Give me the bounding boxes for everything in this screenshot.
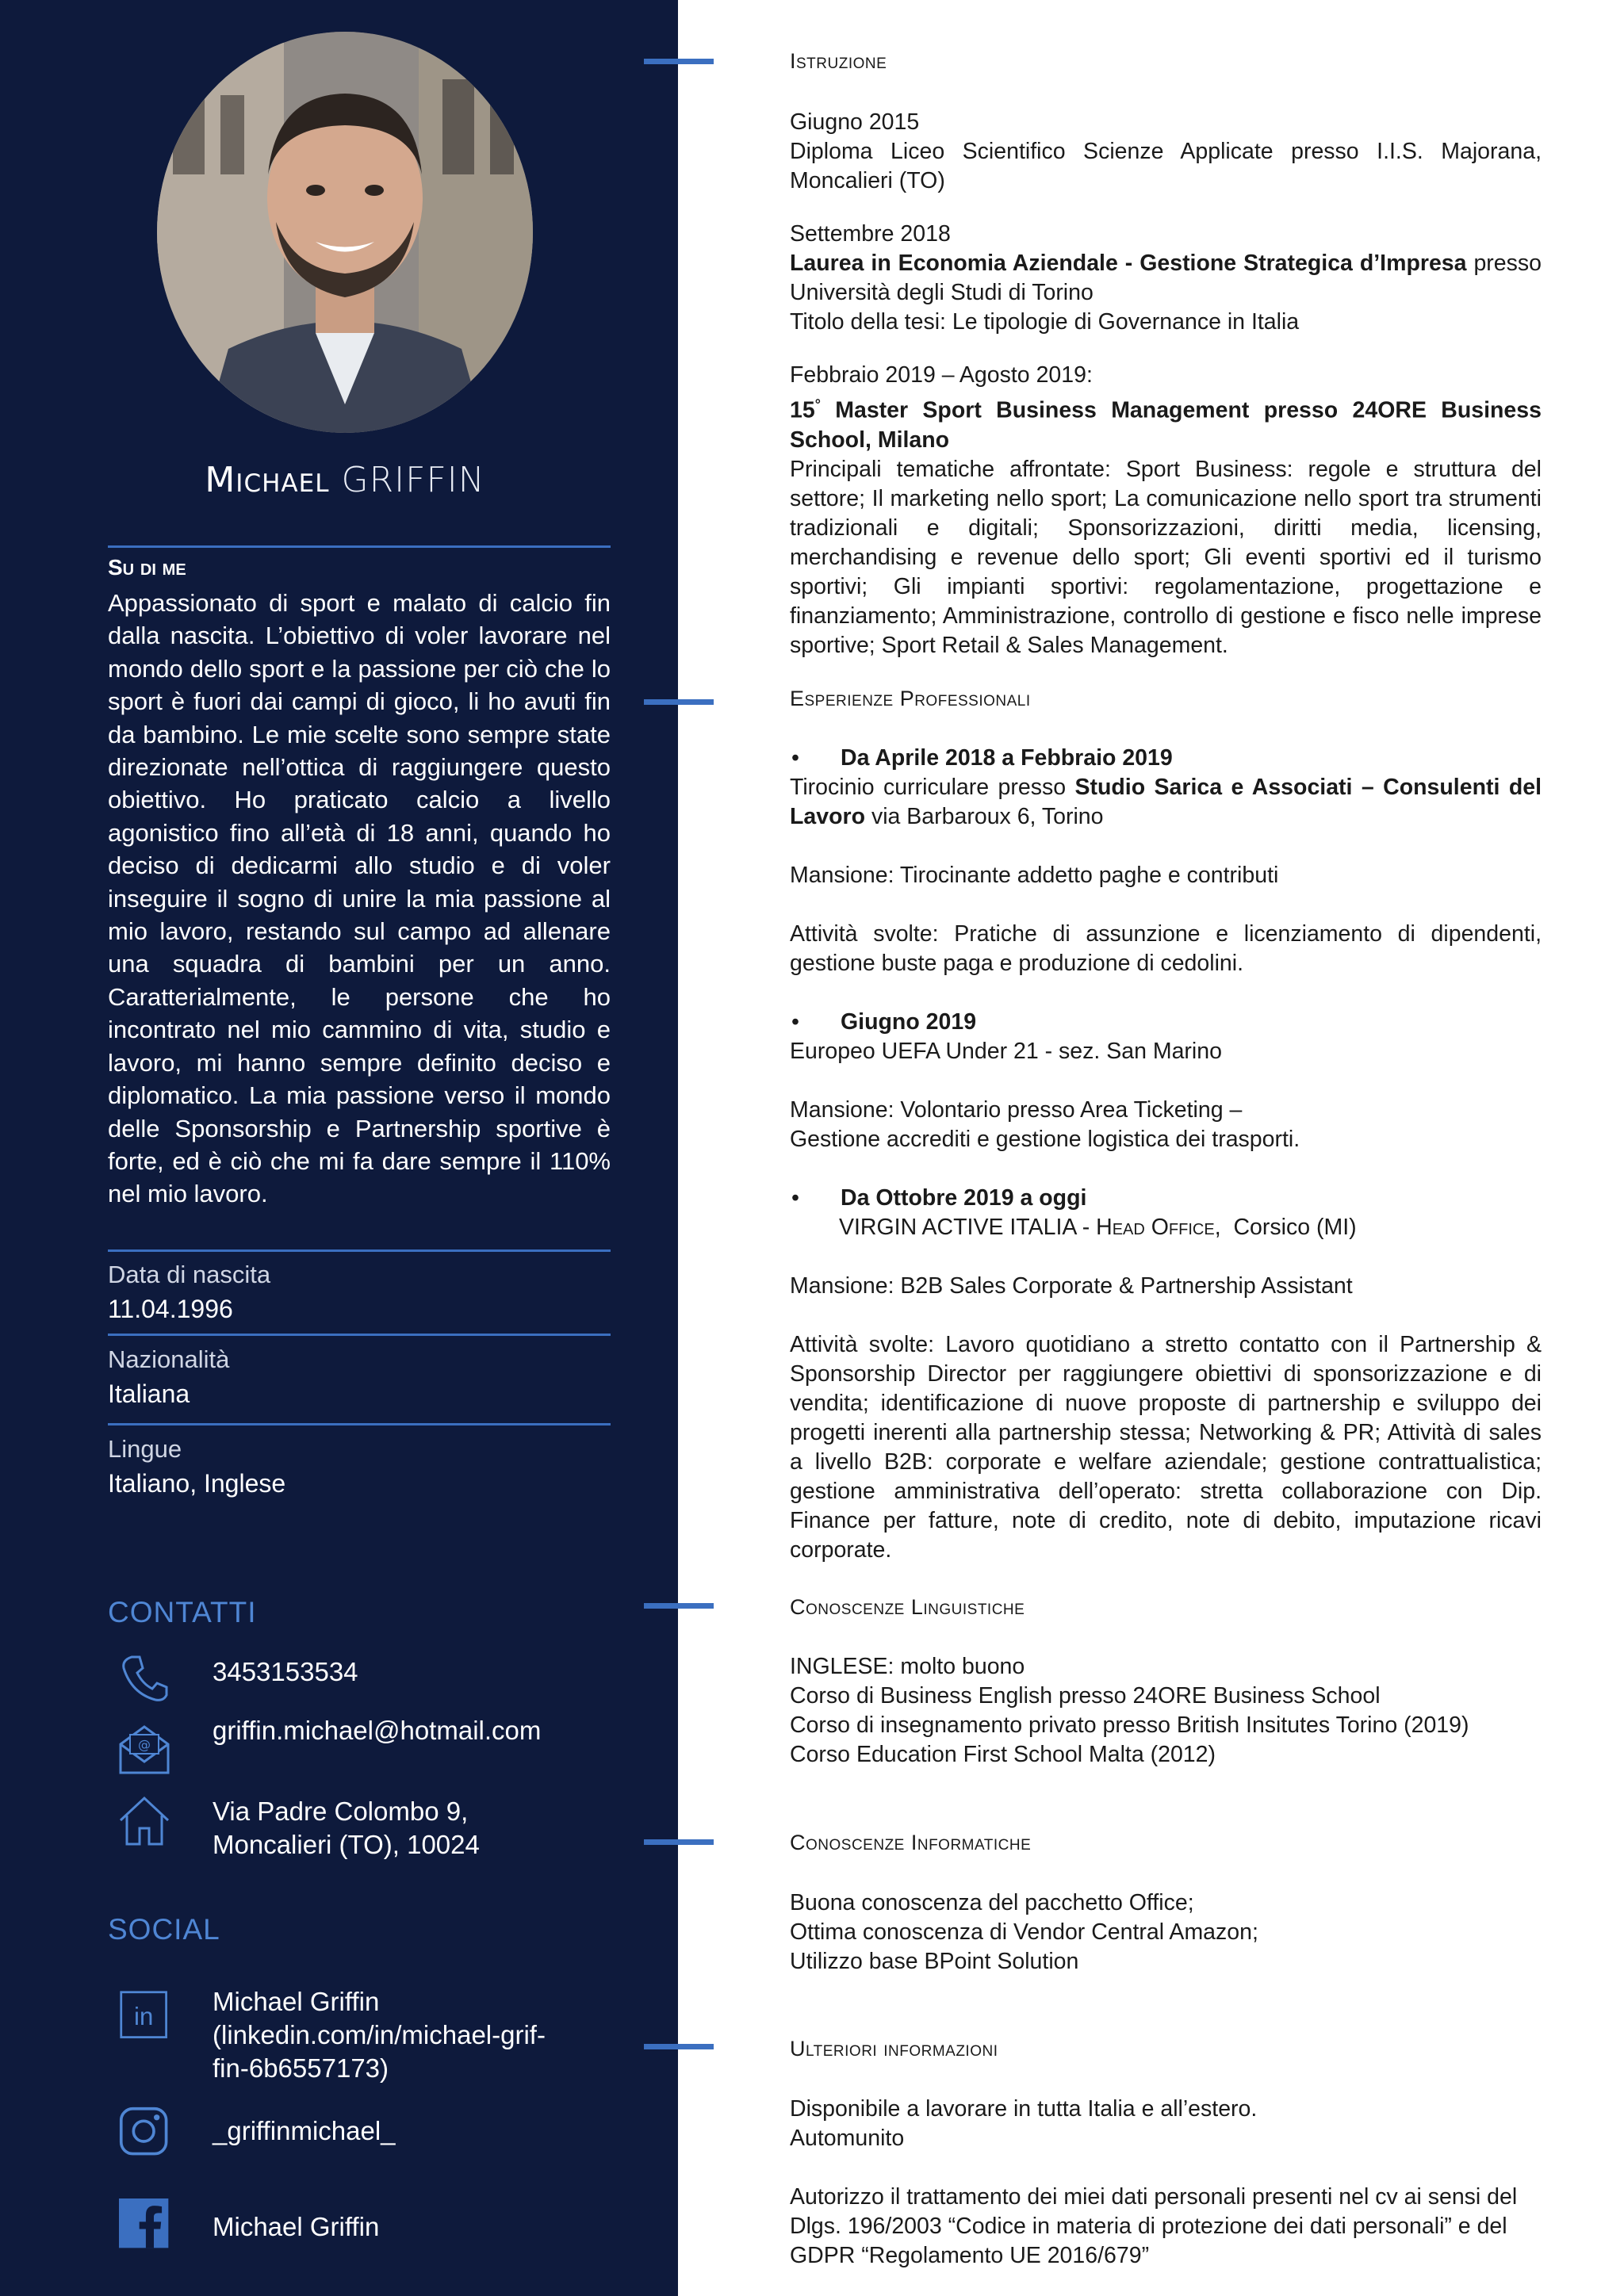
exp-3-company	[790, 1213, 1542, 1242]
bullet: •	[791, 1009, 799, 1035]
linkedin-text[interactable]	[213, 1985, 546, 2085]
edu-2-degree: Laurea in Economia Aziendale - Gestione Strategica d’Impresa	[790, 251, 1467, 276]
exp-3-role: Mansione: B2B Sales Corporate & Partnership Assistant	[790, 1273, 1353, 1299]
home-icon	[116, 1792, 173, 1849]
first-name: Michael	[205, 460, 330, 500]
edu-2-date: Settembre 2018	[790, 221, 951, 247]
exp-1-heading	[790, 744, 1542, 773]
divider	[108, 1249, 611, 1252]
divider	[108, 545, 611, 548]
lang-2: Corso di Business English presso 24ORE Business School	[790, 1683, 1381, 1709]
skill-2: Ottima conoscenza di Vendor Central Amazon;	[790, 1919, 1258, 1945]
exp-1-period: Da Aprile 2018 a Febbraio 2019	[841, 745, 1173, 771]
edu-1-date: Giugno 2015	[790, 109, 920, 135]
edu-1-text: Diploma Liceo Scientifico Scienze Applicate presso I.I.S. Majorana, Moncalieri (TO)	[790, 139, 1542, 193]
section-marker	[644, 1839, 714, 1845]
profile-photo	[157, 32, 533, 433]
sidebar	[0, 0, 678, 2296]
facebook-icon[interactable]	[119, 2198, 176, 2256]
nationality-label: Nazionalità	[108, 1345, 230, 1373]
edu-3-title	[790, 390, 1542, 455]
languages-list	[790, 1652, 1542, 1770]
edu-3-master: Master Sport Business Management presso 24ORE Business School, Milano	[790, 397, 1542, 453]
contacts-title: CONTATTI	[108, 1596, 257, 1628]
skill-3: Utilizzo base BPoint Solution	[790, 1949, 1079, 1974]
phone-icon	[116, 1649, 173, 1706]
section-marker	[644, 59, 714, 64]
divider	[108, 1423, 611, 1425]
it-skills-list	[790, 1888, 1542, 1976]
languages-value: Italiano, Inglese	[108, 1469, 286, 1498]
last-name: GRIFFIN	[341, 460, 485, 500]
linkedin-url-2: fin-6b6557173)	[213, 2053, 389, 2083]
edu-3-text: Principali tematiche affrontate: Sport Business: regole e struttura del settore; Il marketing nello sport; La comunicazione nello sport tra strumenti tradizionali e digitali; Sponsorizzazioni, diritti media, licensing, merchandising e revenue dello sport; Gli eventi sportivi ed il turismo sportivi; Gli impianti sportivi: regolamentazione, progettazione e finanziamento; Amministrazione, controllo di gestione e fisco nelle imprese sportive; Sport Retail & Sales Management.	[790, 456, 1542, 658]
social-title: SOCIAL	[108, 1913, 220, 1946]
linkedin-icon[interactable]	[119, 1990, 176, 2047]
other-1: Disponibile a lavorare in tutta Italia e all’estero.	[790, 2096, 1258, 2122]
email-icon	[116, 1720, 173, 1777]
section-marker	[644, 1603, 714, 1609]
edu-3-deg: °	[814, 396, 821, 412]
exp-1-pre: Tirocinio curriculare presso	[790, 775, 1075, 800]
person-name	[0, 460, 690, 500]
section-marker	[644, 2044, 714, 2049]
experience-list	[790, 744, 1542, 1565]
edu-3-num: 15	[790, 397, 815, 423]
svg-text:@: @	[138, 1737, 151, 1752]
lang-3: Corso di insegnamento privato presso British Insitutes Torino (2019)	[790, 1712, 1469, 1738]
privacy-consent: Autorizzo il trattamento dei miei dati personali presenti nel cv ai sensi del Dlgs. 196/2003 “Codice in materia di protezione dei dati personali” e del GDPR “Regolamento UE 2016/679”	[790, 2184, 1518, 2268]
instagram-handle[interactable]: _griffinmichael_	[213, 2116, 396, 2145]
lang-1: INGLESE: molto buono	[790, 1654, 1025, 1679]
exp-3-office: Head Office,	[1096, 1215, 1221, 1240]
exp-1-address: via Barbaroux 6, Torino	[865, 804, 1104, 829]
exp-2-period: Giugno 2019	[841, 1009, 977, 1035]
bullet: •	[791, 1185, 799, 1211]
other-title: Ulteriori informazioni	[790, 2037, 998, 2061]
svg-text:in: in	[134, 2003, 154, 2030]
about-text: Appassionato di sport e malato di calcio fin dalla nascita. L’obiettivo di voler lavorare nel mondo dello sport e la passione per ciò che lo sport è fuori dai campi di gioco, li ho avuti fin da bambino. Le mie scelte sono sempre state direzionate nell’ottica di raggiungere questo obiettivo. Ho praticato calcio a livello agonistico fino all’età di 18 anni, quando ho deciso di dedicarmi allo studio e di voler inseguire il sogno di unire la mia passione al mio lavoro, restando sul campo ad allenare una squadra di bambini per un anno. Caratterialmente, le persone che ho incontrato nel mio cammino di vita, studio e lavoro, mi hanno sempre definito deciso e diplomatico. La mia passione verso il mondo delle Sponsorship e Partnership sportive è forte, ed è ciò che mi fa dare sempre il 110% nel mio lavoro.	[108, 589, 611, 1208]
instagram-icon[interactable]	[119, 2107, 176, 2164]
address	[213, 1795, 480, 1862]
edu-2-thesis: Titolo della tesi: Le tipologie di Governance in Italia	[790, 309, 1300, 335]
skill-1: Buona conoscenza del pacchetto Office;	[790, 1890, 1194, 1915]
nationality-value: Italiana	[108, 1380, 190, 1408]
education-title: Istruzione	[790, 49, 887, 73]
address-line1: Via Padre Colombo 9,	[213, 1797, 469, 1826]
bullet: •	[791, 745, 799, 771]
phone-number[interactable]: 3453153534	[213, 1657, 358, 1686]
exp-2-role-2: Gestione accrediti e gestione logistica dei trasporti.	[790, 1127, 1300, 1152]
exp-1-text	[790, 773, 1542, 832]
it-skills-title: Conoscenze Informatiche	[790, 1831, 1032, 1854]
exp-1-company: Studio Sarica e Associati – Consulenti del Lavoro	[790, 775, 1542, 829]
education-list	[790, 108, 1542, 660]
linkedin-url-1: (linkedin.com/in/michael-grif-	[213, 2020, 546, 2049]
edu-2-school: presso Università degli Studi di Torino	[790, 251, 1542, 305]
exp-3-company-name: VIRGIN ACTIVE ITALIA -	[839, 1215, 1097, 1240]
experience-title: Esperienze Professionali	[790, 687, 1031, 710]
other-list	[790, 2095, 1542, 2271]
edu-2-text	[790, 249, 1542, 308]
exp-1-role: Mansione: Tirocinante addetto paghe e contributi	[790, 863, 1279, 888]
exp-3-heading	[790, 1184, 1542, 1213]
exp-2-heading	[790, 1008, 1542, 1037]
exp-1-tasks: Attività svolte: Pratiche di assunzione e licenziamento di dipendenti, gestione buste paga e produzione di cedolini.	[790, 921, 1542, 976]
exp-2-text: Europeo UEFA Under 21 - sez. San Marino	[790, 1039, 1222, 1064]
about-title: Su di me	[108, 555, 186, 580]
facebook-name[interactable]: Michael Griffin	[213, 2212, 380, 2241]
exp-3-place: Corsico (MI)	[1220, 1215, 1357, 1240]
address-line2: Moncalieri (TO), 10024	[213, 1830, 480, 1859]
exp-3-tasks: Attività svolte: Lavoro quotidiano a stretto contatto con il Partnership & Sponsorship Director per raggiungere obiettivi di sponsorizzazione e di vendita; identificazione di nuove proposte di partnership e sviluppo dei progetti inerenti alla partnership stessa; Networking & PR; Attività di sales a livello B2B: corporate e welfare aziendale; gestione contrattualistica; gestione amministrativa dell’operato: stretta collaborazione con Dip. Finance per fatture, note di credito, note di debito, imputazione ricavi corporate.	[790, 1332, 1542, 1563]
section-marker	[644, 699, 714, 705]
linkedin-name: Michael Griffin	[213, 1987, 380, 2016]
birth-label: Data di nascita	[108, 1261, 271, 1288]
lang-4: Corso Education First School Malta (2012)	[790, 1742, 1216, 1767]
edu-3-date: Febbraio 2019 – Agosto 2019:	[790, 362, 1093, 388]
exp-2-role-1: Mansione: Volontario presso Area Ticketing –	[790, 1097, 1243, 1123]
email-address[interactable]: griffin.michael@hotmail.com	[213, 1716, 542, 1745]
exp-3-period: Da Ottobre 2019 a oggi	[841, 1185, 1087, 1211]
divider	[108, 1334, 611, 1336]
languages-title: Conoscenze Linguistiche	[790, 1595, 1025, 1619]
other-2: Automunito	[790, 2126, 905, 2151]
birth-value: 11.04.1996	[108, 1295, 233, 1323]
languages-label: Lingue	[108, 1435, 182, 1463]
